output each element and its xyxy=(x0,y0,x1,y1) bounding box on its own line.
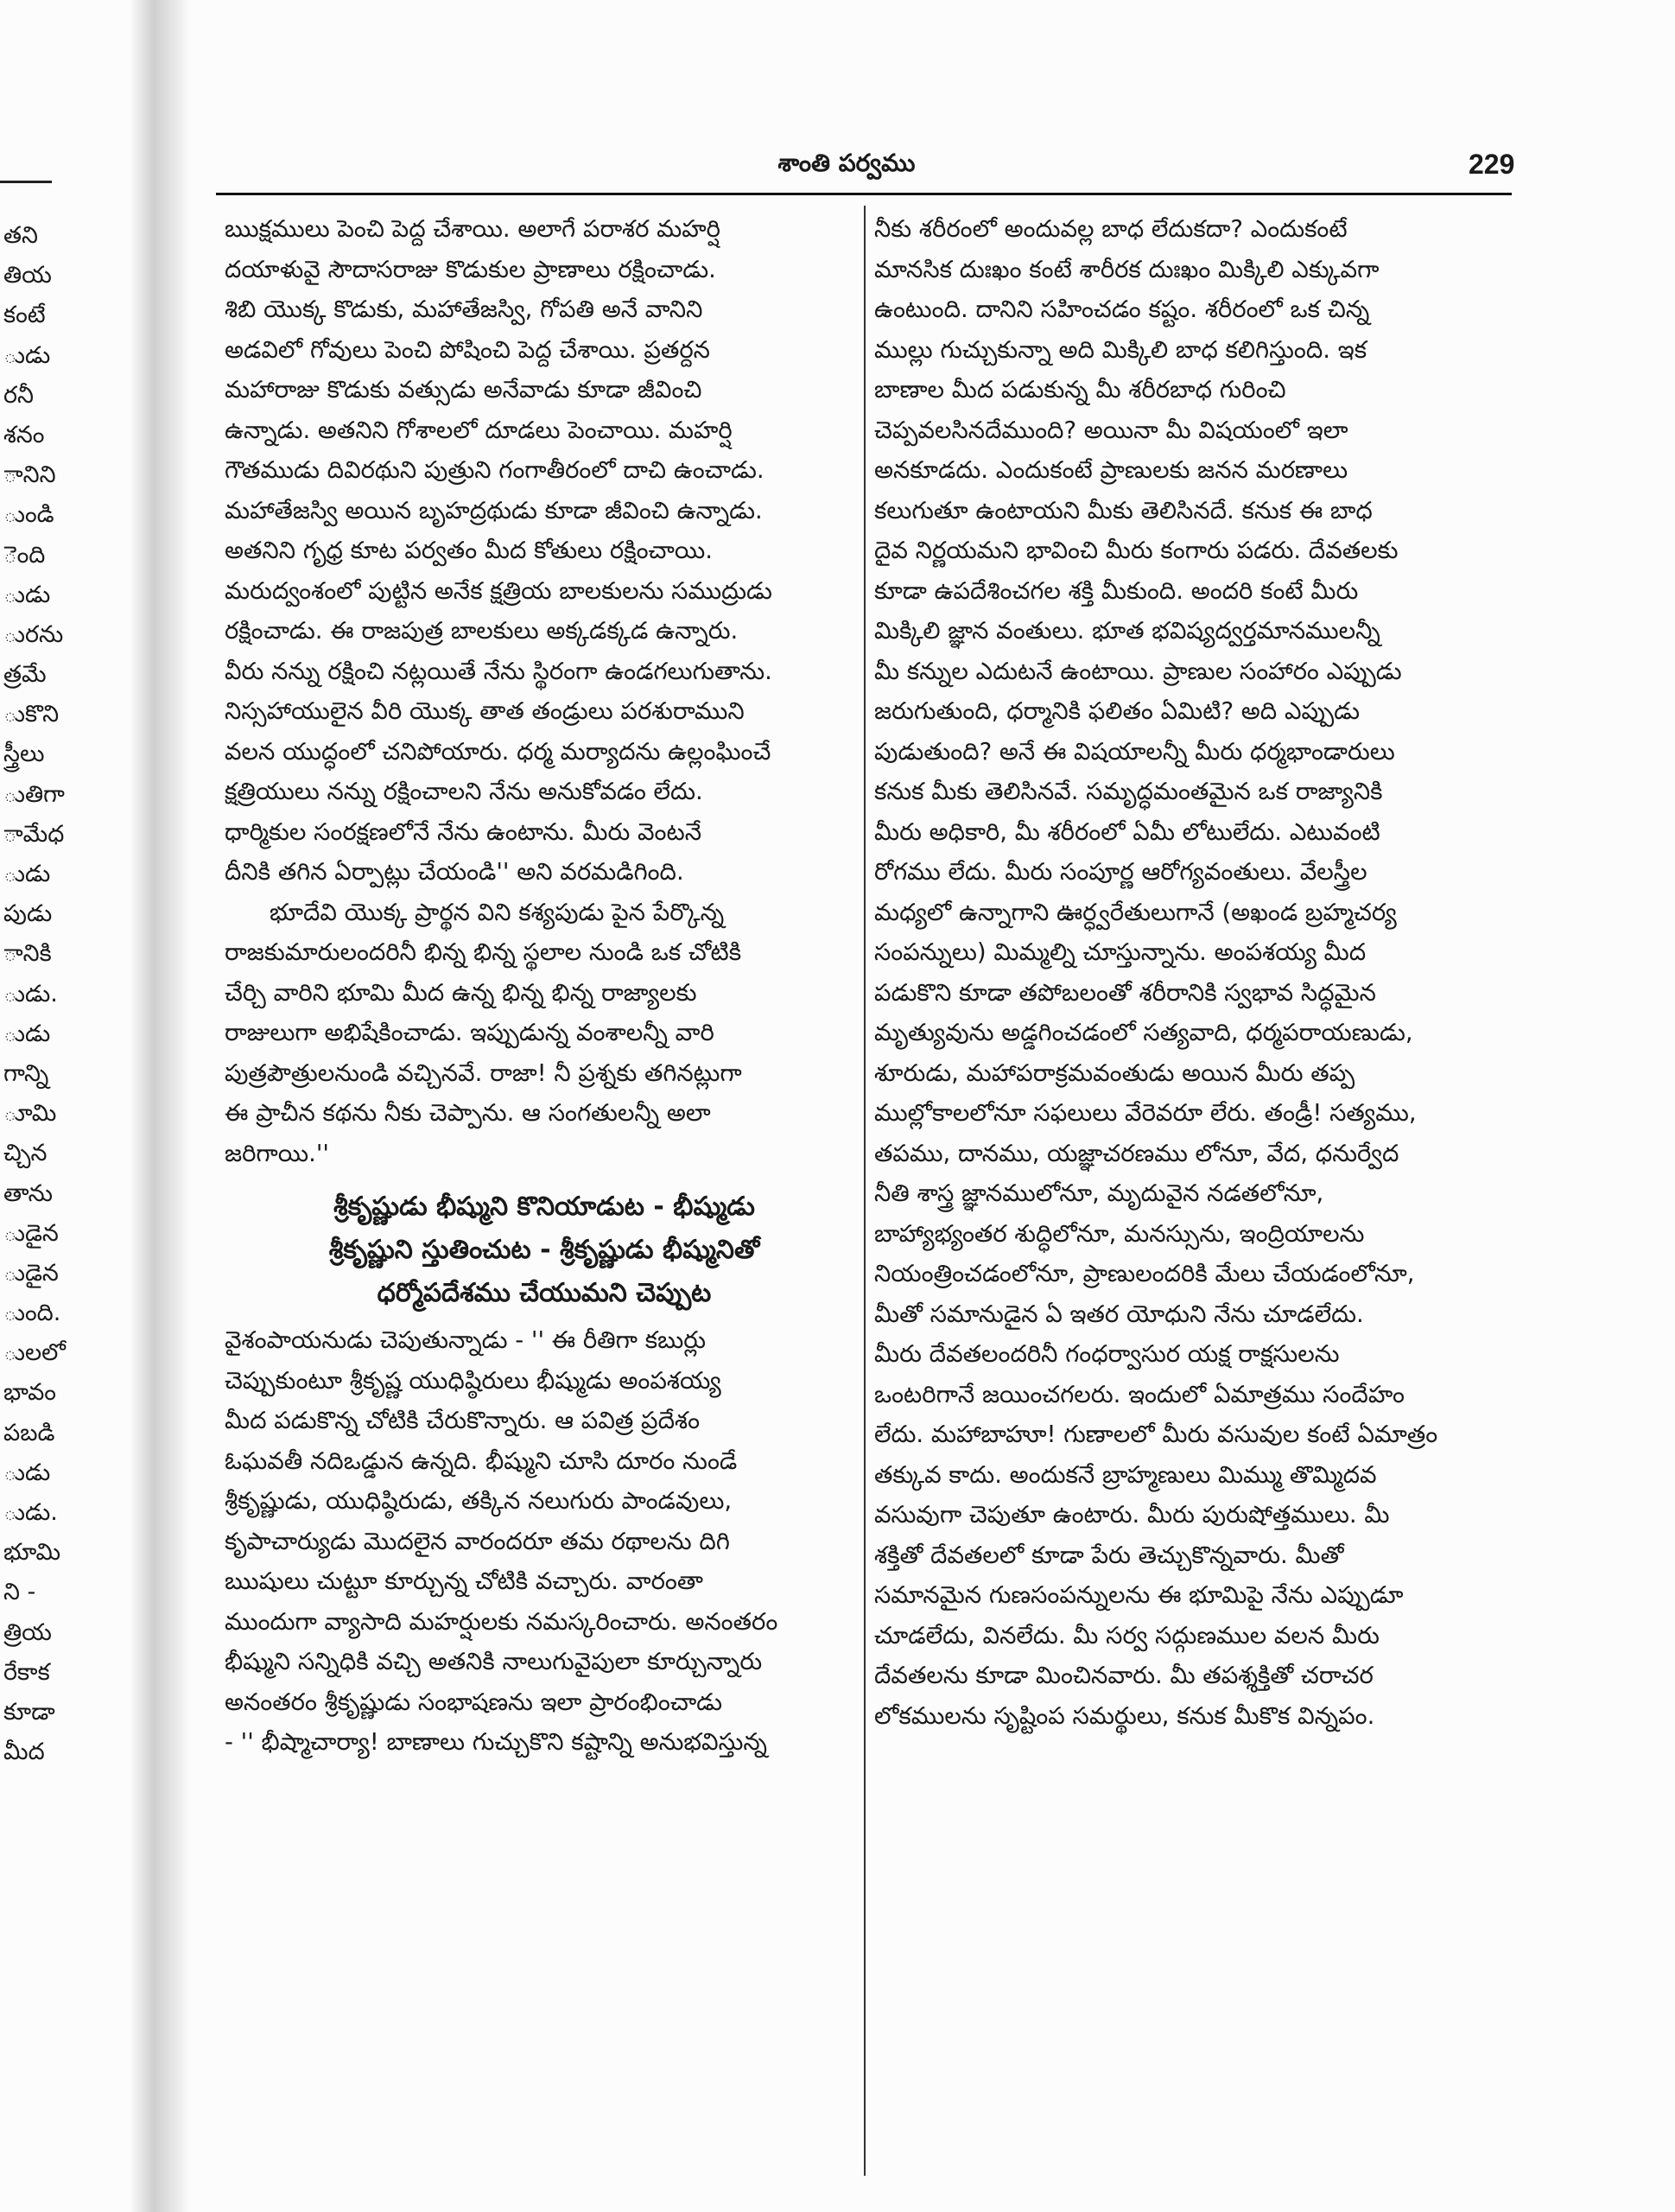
text-line: చెప్పవలసినదేముంది? అయినా మీ విషయంలో ఇలా xyxy=(874,416,1348,444)
facing-page-fragment: ుడు xyxy=(3,861,51,887)
column-divider xyxy=(864,206,866,2176)
text-line: చేర్చి వారిని భూమి మీద ఉన్న భిన్న భిన్న రాజ్యాలకు xyxy=(225,978,697,1007)
text-line: శిబి యొక్క కొడుకు, మహాతేజస్వి, గోపతి అనే వానిని xyxy=(225,296,703,323)
page-number: 229 xyxy=(1469,149,1515,180)
text-line: లోకములను సృష్టింప సమర్థులు, కనుక మీకొక విన్నపం. xyxy=(874,1701,1375,1730)
text-line: ఒంటరిగానే జయించగలరు. ఇందులో ఏమాత్రము సందేహం xyxy=(874,1380,1405,1408)
text-line: తక్కువ కాదు. అందుకనే బ్రాహ్మణులు మిమ్ము తొమ్మిదవ xyxy=(874,1460,1377,1489)
text-line: సమానమైన గుణసంపన్నులను ఈ భూమిపై నేను ఎప్పుడూ xyxy=(874,1581,1404,1609)
facing-page-fragment: ుడు. xyxy=(3,980,58,1007)
text-line: తపము, దానము, యజ్ఞాచరణము లోనూ, వేద, ధనుర్వేద xyxy=(874,1139,1399,1167)
running-header-title: శాంతి పర్వము xyxy=(777,149,916,177)
text-line: రక్షించాడు. ఈ రాజపుత్ర బాలకులు అక్కడక్కడ ఉన్నారు. xyxy=(225,617,739,645)
facing-page-fragment: ుడైన xyxy=(3,1259,59,1287)
facing-page-fragment: ుడు xyxy=(3,1459,51,1486)
text-line: పుత్రపౌత్రులనుండి వచ్చినవే. రాజా! నీ ప్రశ్నకు తగినట్లుగా xyxy=(225,1058,742,1087)
text-line: కనుక మీకు తెలిసినవే. సమృద్ధమంతమైన ఒక రాజ్యానికి xyxy=(874,778,1383,805)
facing-page-fragment: ుకొని xyxy=(3,701,60,728)
text-line: దయాళువై సౌదాసరాజు కొడుకుల ప్రాణాలు రక్షించాడు. xyxy=(225,255,716,283)
text-line: పడుకొని కూడా తపోబలంతో శరీరానికి స్వభావ సిద్ధమైన xyxy=(874,978,1376,1007)
text-line: రోగము లేదు. మీరు సంపూర్ణ ఆరోగ్యవంతులు. వేలస్త్రీల xyxy=(874,858,1367,886)
text-line: వలన యుద్ధంలో చనిపోయారు. ధర్మ మర్యాదను ఉల్లంఘించే xyxy=(225,737,771,766)
text-line: దీనికి తగిన ఏర్పాట్లు చేయండి'' అని వరమడిగింది. xyxy=(225,858,684,886)
text-line: నిస్సహాయులైన వీరి యొక్క తాత తండ్రులు పరశురాముని xyxy=(225,697,745,725)
facing-page-fragment: ామేధ xyxy=(3,820,65,848)
facing-page-fragment: తియ xyxy=(3,262,52,289)
text-line: లేదు. మహాబాహూ! గుణాలలో మీరు వసువుల కంటే ఏమాత్రం xyxy=(874,1421,1438,1448)
text-line: జరిగాయి.'' xyxy=(225,1139,329,1167)
facing-page-fragment: ుంది. xyxy=(3,1300,61,1327)
text-line: మహారాజు కొడుకు వత్సుడు అనేవాడు కూడా జీవించి xyxy=(225,376,702,404)
facing-page-fragment: పబడి xyxy=(3,1419,55,1446)
text-line: ఓఘవతీ నదిఒడ్డున ఉన్నది. భీష్ముని చూసి దూరం నుండే xyxy=(225,1446,738,1475)
facing-page-fragment: పుడు xyxy=(3,900,53,928)
text-line: ఋషులు చుట్టూ కూర్చున్న చోటికి వచ్చారు. వారంతా xyxy=(225,1567,703,1595)
text-line: మీద పడుకొన్న చోటికి చేరుకొన్నారు. ఆ పవిత్ర ప్రదేశం xyxy=(225,1407,701,1434)
text-line: ముల్లు గుచ్చుకున్నా అది మిక్కిలి బాధ కలిగిస్తుంది. ఇక xyxy=(874,335,1367,364)
facing-page-fragment: ెంది xyxy=(3,541,46,569)
facing-page-fragment: ుడైన xyxy=(3,1219,59,1247)
text-line: బాణాల మీద పడుకున్న మీ శరీరబాధ గురించి xyxy=(874,376,1286,404)
text-line: భీష్ముని సన్నిధికి వచ్చి అతనికి నాలుగువైపులా కూర్చున్నారు xyxy=(225,1648,763,1675)
text-line: కూడా ఉపదేశించగల శక్తి మీకుంది. అందరి కంటే మీరు xyxy=(874,576,1359,605)
text-line: రాజకుమారులందరినీ భిన్న భిన్న స్థలాల నుండి ఒక చోటికి xyxy=(225,938,742,966)
text-line: ధార్మికుల సంరక్షణలోనే నేను ఉంటాను. మీరు వెంటనే xyxy=(225,817,702,846)
text-line: మీ కన్నుల ఎదుటనే ఉంటాయి. ప్రాణుల సంహారం ఎప్పుడు xyxy=(874,657,1402,685)
text-line: మరుద్వంశంలో పుట్టిన అనేక క్షత్రియ బాలకులను సముద్రుడు xyxy=(225,576,772,605)
text-line: అనంతరం శ్రీకృష్ణుడు సంభాషణను ఇలా ప్రారంభించాడు xyxy=(225,1688,723,1716)
facing-page-fragment: చ్చిన xyxy=(3,1140,48,1167)
paragraph-krishna-praise xyxy=(874,209,1513,1736)
facing-page-fragment: శనం xyxy=(3,421,45,448)
facing-page-fragment: రేకాక xyxy=(3,1658,50,1686)
text-line: మహాతేజస్వి అయిన బృహద్రథుడు కూడా జీవించి ఉన్నాడు. xyxy=(225,496,763,524)
facing-page-fragment: రనీ xyxy=(3,381,34,409)
left-column xyxy=(225,209,864,1763)
facing-page-fragment: తని xyxy=(3,222,38,249)
paragraph-vaishampayana xyxy=(225,1320,864,1763)
text-line: మానసిక దుఃఖం కంటే శారీరక దుఃఖం మిక్కిలి ఎక్కువగా xyxy=(874,255,1380,283)
text-line: కృపాచార్యుడు మొదలైన వారందరూ తమ రథాలను దిగి xyxy=(225,1527,730,1555)
text-line: దైవ నిర్ణయమని భావించి మీరు కంగారు పడరు. దేవతలకు xyxy=(874,537,1399,564)
text-line: పుడుతుంది? అనే ఈ విషయాలన్నీ మీరు ధర్మభాండారులు xyxy=(874,737,1395,766)
section-heading xyxy=(225,1185,864,1315)
text-line: ఉన్నాడు. అతనిని గోశాలలో దూడలు పెంచాయి. మహర్షి xyxy=(225,416,733,444)
text-line: వసువుగా చెపుతూ ఉంటారు. మీరు పురుషోత్తములు. మీ xyxy=(874,1501,1390,1529)
facing-page-fragment: కూడా xyxy=(3,1698,55,1726)
text-line: ముందుగా వ్యాసాది మహర్షులకు నమస్కరించారు. అనంతరం xyxy=(225,1607,778,1636)
text-line: మీరు దేవతలందరినీ గంధర్వాసుర యక్ష రాక్షసులను xyxy=(874,1340,1340,1368)
text-line: మీతో సమానుడైన ఏ ఇతర యోధుని నేను చూడలేదు. xyxy=(874,1300,1364,1328)
facing-page-fragment: ుడు xyxy=(3,581,51,608)
text-line: చూడలేదు, వినలేదు. మీ సర్వ సద్గుణముల వలన మీరు xyxy=(874,1621,1380,1649)
facing-page-fragment: ుండి xyxy=(3,501,54,529)
text-line: దేవతలను కూడా మించినవారు. మీ తపశ్శక్తితో చరాచర xyxy=(874,1662,1374,1689)
text-line: గౌతముడు దివిరథుని పుత్రుని గంగాతీరంలో దాచి ఉంచాడు. xyxy=(225,456,765,484)
text-line: నీకు శరీరంలో అందువల్ల బాధ లేదుకదా? ఎందుకంటే xyxy=(874,215,1348,243)
text-line: మిక్కిలి జ్ఞాన వంతులు. భూత భవిష్యద్వర్తమానములన్నీ xyxy=(874,617,1380,645)
facing-page-fragment: ుతిగా xyxy=(3,780,65,808)
paragraph-bhudevi-request xyxy=(225,209,864,893)
facing-page-fragment: ూమి xyxy=(3,1100,57,1128)
text-line: వీరు నన్ను రక్షించి నట్లయితే నేను స్థిరంగా ఉండగలుగుతాను. xyxy=(225,657,772,685)
text-line: భూదేవి యొక్క ప్రార్థన విని కశ్యపుడు పైన పేర్కొన్న xyxy=(270,898,725,926)
paragraph-kashyapa-coronation xyxy=(225,893,864,1174)
facing-page-text-fragments xyxy=(0,216,67,1772)
facing-page-fragment: ుడు xyxy=(3,341,51,369)
facing-page-fragment: త్రమే xyxy=(3,661,47,689)
text-line: చెప్పుకుంటూ శ్రీకృష్ణ యుధిష్ఠిరులు భీష్ముడు అంపశయ్య xyxy=(225,1366,721,1395)
text-line: మృత్యువును అడ్డగించడంలో సత్యవాది, ధర్మపరాయణుడు, xyxy=(874,1019,1413,1046)
text-line: ఉంటుంది. దానిని సహించడం కష్టం. శరీరంలో ఒక చిన్న xyxy=(874,296,1370,323)
facing-page-fragment: ని - xyxy=(3,1579,36,1606)
facing-page-fragment: ుడు xyxy=(3,1020,51,1047)
text-line: నియంత్రించడంలోనూ, ప్రాణులందరికి మేలు చేయడంలోనూ, xyxy=(874,1260,1415,1287)
text-line: బాహ్యాభ్యంతర శుద్ధిలోనూ, మనస్సును, ఇంద్రియాలను xyxy=(874,1219,1365,1248)
text-line: రాజులుగా అభిషేకించాడు. ఇప్పుడున్న వంశాలన్నీ వారి xyxy=(225,1019,714,1046)
facing-page-fragment: తాను xyxy=(3,1179,53,1207)
text-line: అతనిని గృధ్ర కూట పర్వతం మీద కోతులు రక్షించాయి. xyxy=(225,537,713,564)
text-line: అనకూడదు. ఎందుకంటే ప్రాణులకు జనన మరణాలు xyxy=(874,456,1348,484)
facing-page-fragment: భావం xyxy=(3,1379,56,1407)
facing-page-fragment: ులలో xyxy=(3,1339,66,1367)
text-line: వైశంపాయనుడు చెపుతున్నాడు - '' ఈ రీతిగా కబుర్లు xyxy=(225,1326,707,1354)
text-line: శ్రీకృష్ణుడు, యుధిష్ఠిరుడు, తక్కిన నలుగురు పాండవులు, xyxy=(225,1487,733,1515)
text-line: ఈ ప్రాచీన కథను నీకు చెప్పాను. ఆ సంగతులన్నీ అలా xyxy=(225,1099,711,1127)
text-line: శూరుడు, మహాపరాక్రమవంతుడు అయిన మీరు తప్ప xyxy=(874,1058,1355,1087)
text-line: - '' భీష్మాచార్యా! బాణాలు గుచ్చుకొని కష్టాన్ని అనుభవిస్తున్న xyxy=(225,1728,767,1756)
facing-page-fragment: స్త్రీలు xyxy=(3,741,45,768)
heading-line: శ్రీకృష్ణుని స్తుతించుట - శ్రీకృష్ణుడు భీష్మునితో xyxy=(328,1235,760,1265)
facing-page-fragment: మీద xyxy=(3,1738,45,1766)
facing-page-fragment: ురను xyxy=(3,620,64,648)
text-line: సంపన్నులు) మిమ్మల్ని చూస్తున్నాను. అంపశయ్య మీద xyxy=(874,938,1367,966)
facing-page-header-rule xyxy=(0,181,52,183)
text-line: క్షత్రియులు నన్ను రక్షించాలని నేను అనుకోవడం లేదు. xyxy=(225,778,703,805)
text-line: మధ్యలో ఉన్నాగాని ఊర్ధ్వరేతులుగానే (అఖండ బ్రహ్మచర్య xyxy=(874,898,1397,926)
heading-line: శ్రీకృష్ణుడు భీష్ముని కొనియాడుట - భీష్ముడు xyxy=(333,1192,755,1222)
right-column xyxy=(874,209,1513,1736)
facing-page-fragment: గాన్ని xyxy=(3,1059,49,1087)
text-line: నీతి శాస్త్ర జ్ఞానములోనూ, మృదువైన నడతలోనూ, xyxy=(874,1179,1324,1207)
text-line: కలుగుతూ ఉంటాయని మీకు తెలిసినదే. కనుక ఈ బాధ xyxy=(874,496,1373,524)
text-line: ఋక్షములు పెంచి పెద్ద చేశాయి. అలాగే పరాశర మహర్షి xyxy=(225,215,720,243)
text-line: జరుగుతుంది, ధర్మానికి ఫలితం ఏమిటి? అది ఎప్పుడు xyxy=(874,697,1361,725)
facing-page-fragment: ానిని xyxy=(3,461,56,489)
text-line: శక్తితో దేవతలలో కూడా పేరు తెచ్చుకొన్నవారు. మీతో xyxy=(874,1541,1344,1569)
facing-page-fragment: ుడు. xyxy=(3,1499,58,1526)
facing-page-fragment: త్రియ xyxy=(3,1618,52,1646)
heading-line: ధర్మోపదేశము చేయుమని చెప్పుట xyxy=(377,1278,712,1308)
header-rule xyxy=(216,193,1512,195)
facing-page-fragment: కంటే xyxy=(3,302,46,329)
text-line: మీరు అధికారి, మీ శరీరంలో ఏమీ లోటులేదు. ఎటువంటి xyxy=(874,817,1380,846)
book-gutter-shadow xyxy=(130,0,190,2212)
text-line: ముల్లోకాలలోనూ సఫలులు వేరెవరూ లేరు. తండ్రీ! సత్యము, xyxy=(874,1099,1417,1127)
text-line: అడవిలో గోవులు పెంచి పోషించి పెద్ద చేశాయి. ప్రతర్దన xyxy=(225,335,710,364)
facing-page-fragment: ానికి xyxy=(3,940,52,968)
facing-page-fragment: భూమి xyxy=(3,1539,61,1567)
